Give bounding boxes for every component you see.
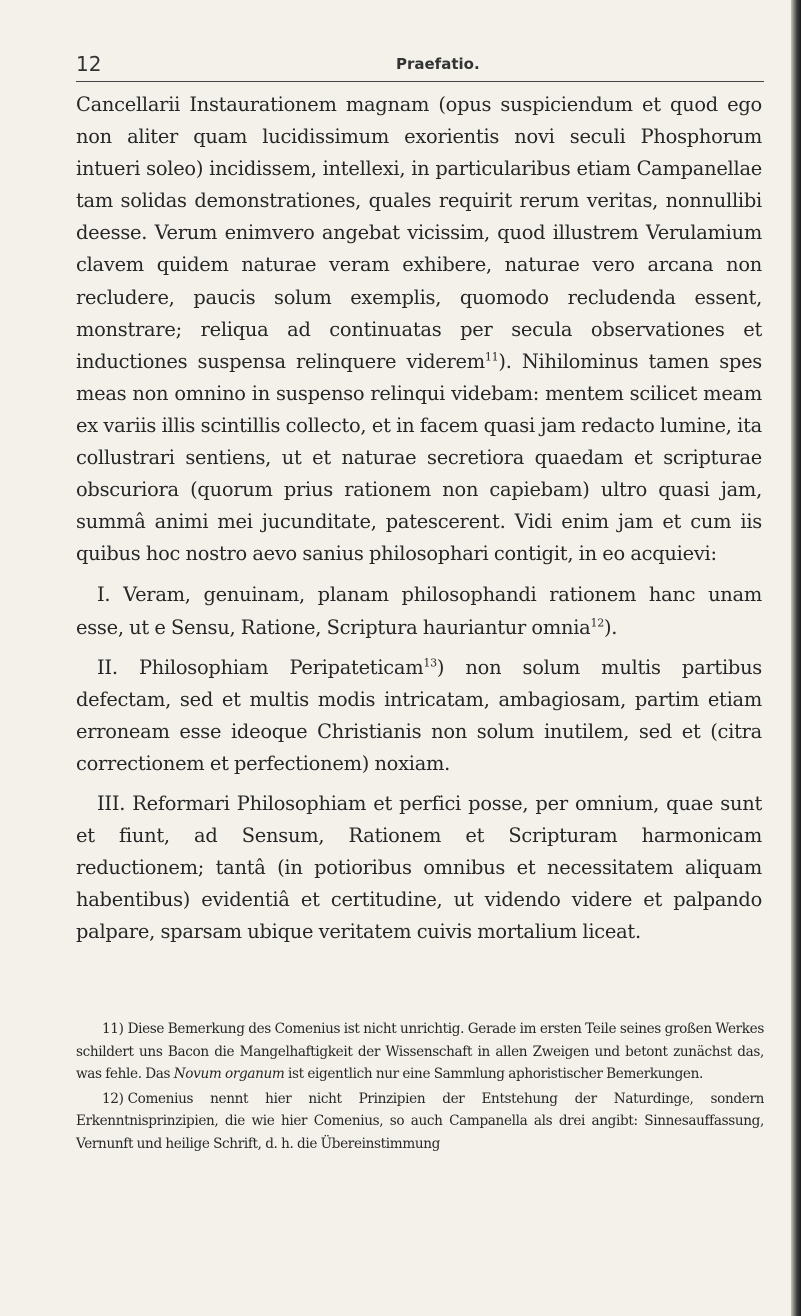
point-one: I. Veram, genuinam, planam philosophandi rationem hanc unam esse, ut e Sensu, Ratione, Scriptura hauriantur omnia$^{12}$).: [76, 583, 762, 639]
footnote-ref-12: 12: [590, 616, 604, 630]
footnote-label: 12): [102, 1090, 124, 1107]
footnotes: [76, 1018, 764, 1156]
page-edge-shadow: [791, 0, 801, 1316]
footnote-label: 11): [102, 1021, 124, 1037]
footnote-ref-13: 13: [423, 656, 437, 670]
footnote-12: 12) Comenius nennt hier nicht Prinzipien der Entstehung der Naturdinge, sondern Erkenntnisprinzipien, die wie hier Comenius, so auch Campanella als drei angibt: Sinnesauffassung, Vernunft und heilige Schrift, d. h. die Übereinstimmung: [76, 1090, 764, 1152]
header-rule: [76, 81, 764, 82]
footnote-11: 11) Diese Bemerkung des Comenius ist nicht unrichtig. Gerade im ersten Teile seines großen Werkes schildert uns Bacon die Mangelhaftigkeit der Wissenschaft in allen Zweigen und betont zunächst das, was fehle. Das Novum organum ist eigentlich nur eine Sammlung aphoristischer Bemerkungen.: [76, 1021, 764, 1083]
point-three: III. Reformari Philosophiam et perfici posse, per omnium, quae sunt et fiunt, ad Sensum, Rationem et Scripturam harmonicam reductionem; tantâ (in potioribus omnibus et necessitatem aliquam habentibus) evidentiâ et certitudine, ut videndo videre et palpando palpare, sparsam ubique veritatem cuivis mortalium liceat.: [76, 791, 762, 944]
page-header: [76, 52, 764, 74]
page-number: 12: [76, 52, 102, 76]
main-text: [76, 89, 762, 948]
point-two: II. Philosophiam Peripateticam$^{13}$) non solum multis partibus defectam, sed et multis modis intricatam, ambagiosam, partim etiam erroneam esse ideoque Christianis non solum inutilem, sed et (citra correctionem et perfectionem) noxiam.: [76, 655, 763, 775]
running-head: Praefatio.: [396, 55, 480, 73]
footnote-ref-11: 11: [484, 350, 499, 364]
intro-paragraph: Cancellarii Instaurationem magnam (opus suspiciendum et quod ego non aliter quam lucidissimum exorientis novi seculi Phosphorum intueri soleo) incidissem, intellexi, in particularibus etiam Campanellae tam solidas demonstrationes, quales requirit rerum veritas, nonnullibi deesse. Verum enimvero angebat vicissim, quod illustrem Verulamium clavem quidem naturae veram exhibere, naturae vero arcana non recludere, paucis solum exemplis, quomodo recludenda essent, monstrare; reliqua ad continuatas per secula observationes et inductiones suspensa relinquere viderem$^{11}$). Nihilominus tamen spes meas non omnino in suspenso relinqui videbam: mentem scilicet meam ex variis illis scintillis collecto, et in facem quasi jam redacto lumine, ita collustrari sentiens, ut et naturae secretiora quaedam et scripturae obscuriora (quorum prius rationem non capiebam) ultro quasi jam, summâ animi mei jucunditate, patescerent. Vidi enim jam et cum iis quibus hoc nostro aevo sanius philosophari contigit, in eo acquievi:: [76, 93, 762, 566]
footnote-title: Novum organum: [173, 1066, 285, 1083]
